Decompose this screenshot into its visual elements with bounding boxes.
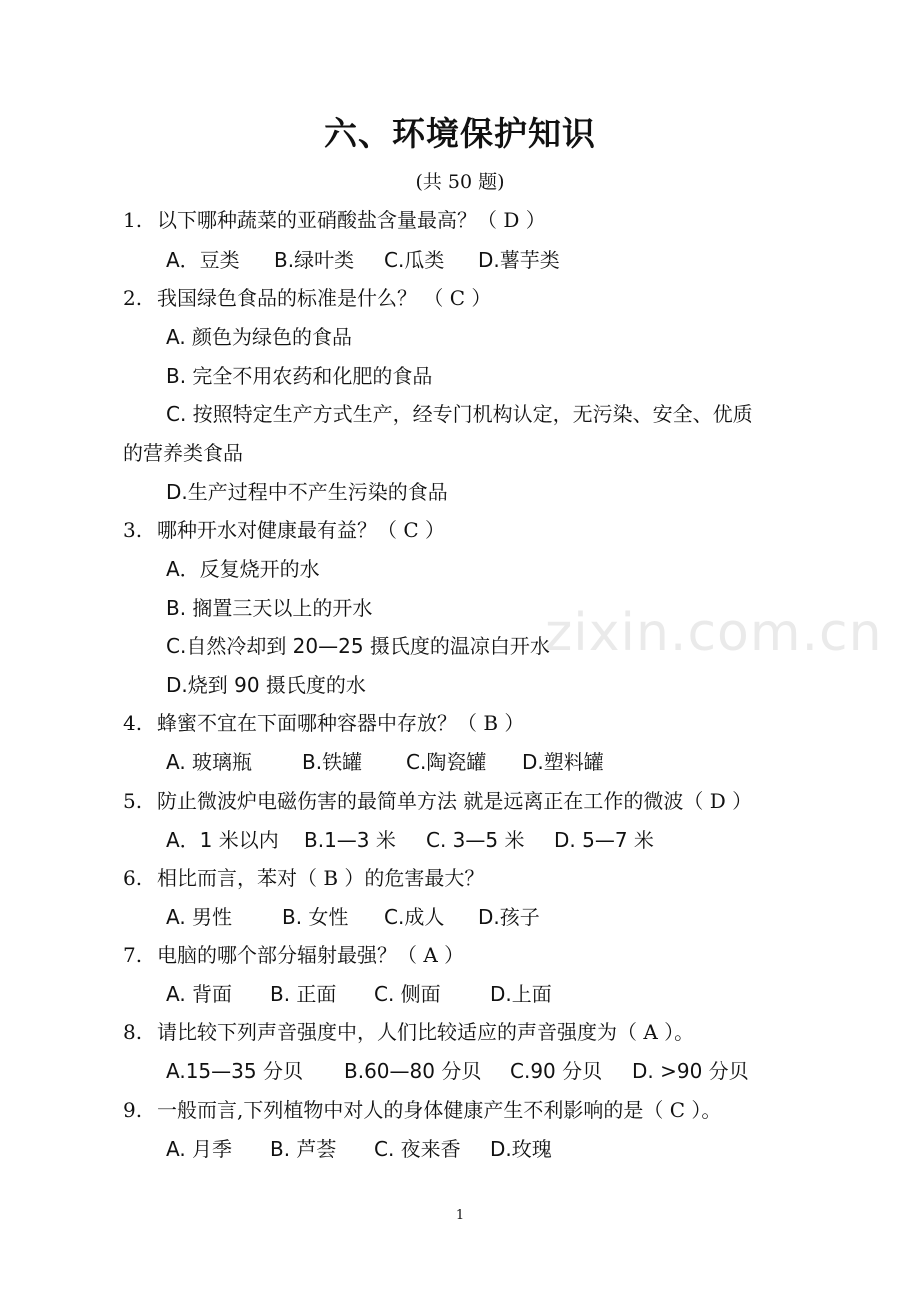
- question-2: [123, 284, 491, 312]
- options-7: [166, 980, 552, 1008]
- question-number: 6.: [123, 866, 143, 890]
- options-5: [166, 826, 654, 854]
- option-b: B.60—80 分贝: [344, 1059, 482, 1083]
- option-a: A. 玻璃瓶: [166, 750, 253, 774]
- option-d: D.玫瑰: [490, 1137, 552, 1161]
- question-text: 请比较下列声音强度中，人们比较适应的声音强度为（ A ）。: [157, 1020, 695, 1044]
- page-number: 1: [455, 1208, 465, 1223]
- option-c: C. 夜来香: [374, 1137, 461, 1161]
- options-9: [166, 1135, 552, 1163]
- options-1: [166, 246, 560, 274]
- option-a: A. 背面: [166, 982, 233, 1006]
- option-a: A. 颜色为绿色的食品: [166, 325, 353, 349]
- page-title: 六、环境保护知识: [324, 114, 596, 153]
- options-4: [166, 748, 604, 776]
- question-5: [123, 787, 752, 815]
- question-4: [123, 709, 524, 737]
- option-d: D. 5—7 米: [554, 828, 654, 852]
- option-d: D.烧到 90 摄氏度的水: [166, 673, 366, 697]
- option-d: D.塑料罐: [522, 750, 604, 774]
- options-8: [166, 1057, 749, 1085]
- page-subtitle: (共 50 题): [415, 171, 505, 193]
- question-text: 防止微波炉电磁伤害的最简单方法 就是远离正在工作的微波（ D ）: [157, 789, 753, 813]
- option-b: B. 正面: [270, 982, 337, 1006]
- option-a: A. 月季: [166, 1137, 233, 1161]
- question-number: 4.: [123, 711, 143, 735]
- option-b: B. 芦荟: [270, 1137, 337, 1161]
- question-8: [123, 1018, 694, 1046]
- option-b: B. 搁置三天以上的开水: [166, 596, 373, 620]
- question-text: 相比而言，苯对（ B ）的危害最大？: [157, 866, 485, 890]
- option-b: B.1—3 米: [304, 828, 396, 852]
- question-text: 蜂蜜不宜在下面哪种容器中存放？（ B ）: [157, 711, 525, 735]
- option-b: B.铁罐: [302, 750, 363, 774]
- question-9: [123, 1096, 721, 1124]
- option-d: D.上面: [490, 982, 552, 1006]
- option-c: C. 按照特定生产方式生产，经专门机构认定，无污染、安全、优质: [166, 402, 753, 426]
- question-text: 一般而言,下列植物中对人的身体健康产生不利影响的是（ C ）。: [157, 1098, 722, 1122]
- option-d: D.生产过程中不产生污染的食品: [166, 480, 448, 504]
- question-6: [123, 864, 484, 892]
- option-c: C.自然冷却到 20—25 摄氏度的温凉白开水: [166, 634, 550, 658]
- question-1: [123, 206, 546, 234]
- option-a: A. 男性: [166, 905, 233, 929]
- option-c: C.瓜类: [384, 248, 445, 272]
- option-b: B. 完全不用农药和化肥的食品: [166, 364, 433, 388]
- question-text: 哪种开水对健康最有益？（ C ）: [157, 518, 446, 542]
- question-number: 1.: [123, 208, 143, 232]
- question-number: 8.: [123, 1020, 143, 1044]
- option-c: C.成人: [384, 905, 445, 929]
- option-c-continued: 的营养类食品: [123, 441, 243, 465]
- option-b: B.绿叶类: [274, 248, 355, 272]
- question-number: 2.: [123, 286, 143, 310]
- question-number: 5.: [123, 789, 143, 813]
- options-6: [166, 903, 540, 931]
- option-c: C. 侧面: [374, 982, 441, 1006]
- question-number: 7.: [123, 943, 143, 967]
- option-a: A.15—35 分贝: [166, 1059, 303, 1083]
- question-number: 3.: [123, 518, 143, 542]
- option-c: C. 3—5 米: [426, 828, 525, 852]
- option-a: A．反复烧开的水: [166, 557, 320, 581]
- option-b: B. 女性: [282, 905, 349, 929]
- option-d: D.薯芋类: [478, 248, 560, 272]
- option-d: D.孩子: [478, 905, 540, 929]
- option-c: C.90 分贝: [510, 1059, 603, 1083]
- watermark: zixin.com.cn: [545, 603, 883, 663]
- option-a: A．豆类: [166, 248, 240, 272]
- option-d: D. >90 分贝: [632, 1059, 749, 1083]
- question-number: 9.: [123, 1098, 143, 1122]
- question-text: 以下哪种蔬菜的亚硝酸盐含量最高？（ D ）: [157, 208, 546, 232]
- option-c: C.陶瓷罐: [406, 750, 487, 774]
- option-a: A．1 米以内: [166, 828, 279, 852]
- question-text: 我国绿色食品的标准是什么？ （ C ）: [157, 286, 492, 310]
- question-text: 电脑的哪个部分辐射最强？（ A ）: [157, 943, 465, 967]
- question-3: [123, 516, 445, 544]
- question-7: [123, 941, 464, 969]
